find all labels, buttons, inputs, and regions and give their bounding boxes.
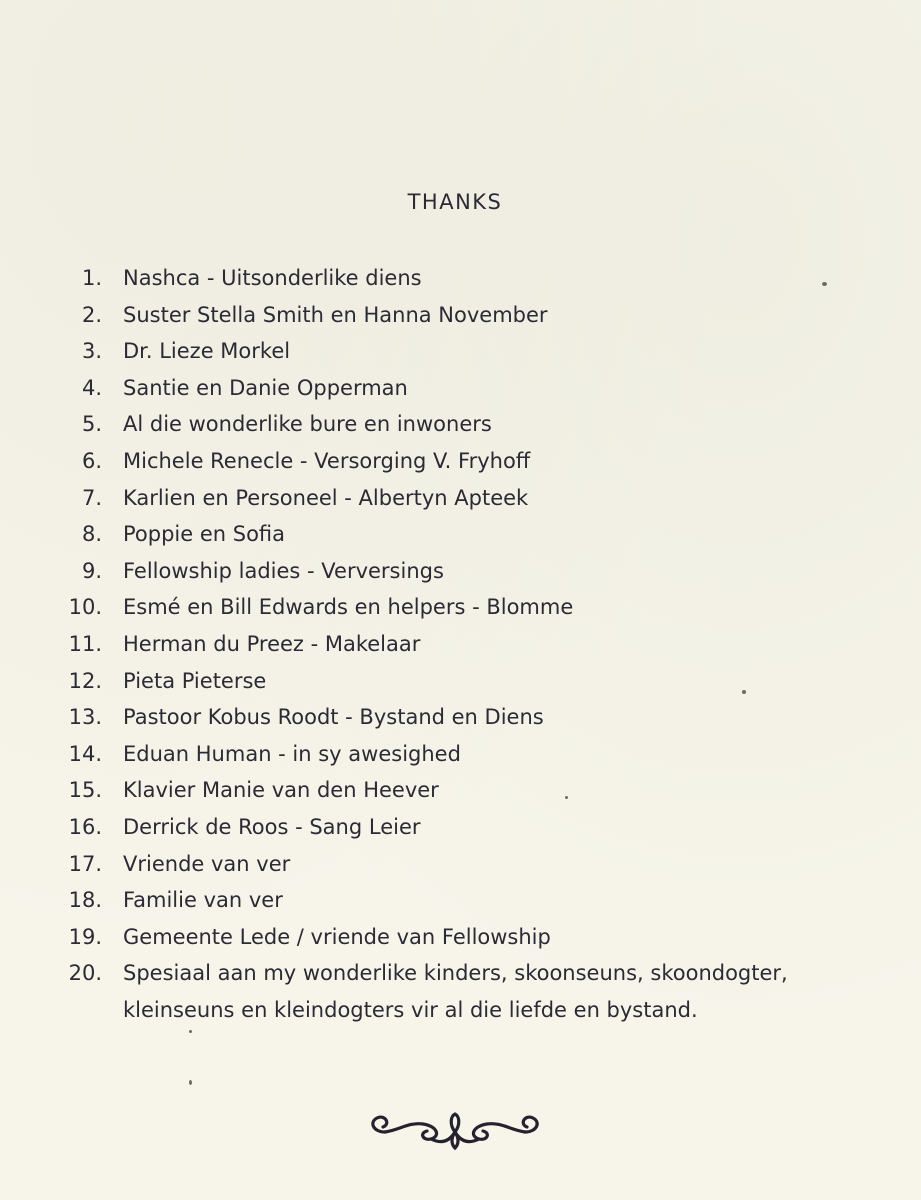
list-item [40, 333, 890, 370]
item-text: Poppie en Sofia [123, 522, 286, 547]
list-item [40, 699, 890, 736]
item-text: Herman du Preez - Makelaar [123, 631, 421, 656]
item-number: 4. [81, 375, 102, 400]
item-number: 12. [68, 668, 102, 693]
item-number: 6. [81, 448, 102, 473]
list-item [40, 406, 890, 443]
list-item [40, 772, 890, 809]
item-text: Klavier Manie van den Heever [123, 778, 439, 803]
item-number: 14. [68, 741, 102, 766]
item-text: Santie en Danie Opperman [123, 375, 408, 400]
item-text: Gemeente Lede / vriende van Fellowship [123, 924, 551, 949]
item-text: Fellowship ladies - Verversings [123, 558, 444, 583]
list-item [40, 443, 890, 480]
list-item [40, 553, 890, 590]
item-text: Michele Renecle - Versorging V. Fryhoff [123, 448, 531, 473]
list-item [40, 626, 890, 663]
paper-speck [189, 1030, 192, 1033]
item-text: Dr. Lieze Morkel [123, 339, 291, 364]
list-item [40, 589, 890, 626]
item-number: 20. [68, 961, 102, 986]
item-text: Nashca - Uitsonderlike diens [123, 266, 422, 290]
list-item [40, 846, 890, 883]
item-number: 10. [68, 595, 102, 620]
item-number: 5. [81, 412, 102, 437]
list-item [40, 297, 890, 334]
item-number: 8. [81, 522, 102, 547]
item-text: Vriende van ver [123, 851, 291, 876]
item-number: 11. [68, 631, 102, 656]
item-number: 2. [81, 302, 102, 327]
list-item [40, 480, 890, 517]
item-number: 17. [68, 851, 102, 876]
item-number: 7. [81, 485, 102, 510]
paper-speck [822, 282, 827, 286]
list-item [40, 736, 890, 773]
thanks-list [40, 260, 890, 1028]
item-text: Suster Stella Smith en Hanna November [123, 302, 548, 327]
item-text: Pastoor Kobus Roodt - Bystand en Diens [123, 705, 544, 730]
item-text: Familie van ver [123, 888, 283, 913]
item-number: 13. [68, 705, 102, 730]
scroll-flourish-icon [363, 1108, 547, 1154]
list-item [40, 260, 890, 297]
page-title: THANKS [407, 190, 503, 214]
list-item [40, 882, 890, 919]
item-number: 18. [68, 888, 102, 913]
item-number: 19. [68, 924, 102, 949]
paper-speck [565, 796, 568, 799]
item-text: Esmé en Bill Edwards en helpers - Blomme [123, 595, 574, 620]
item-text: Karlien en Personeel - Albertyn Apteek [123, 485, 529, 510]
paper-speck [189, 1080, 192, 1085]
item-number: 16. [68, 814, 102, 839]
list-item [40, 663, 890, 700]
item-text: Al die wonderlike bure en inwoners [123, 412, 492, 437]
list-item [40, 370, 890, 407]
item-text: Eduan Human - in sy awesighed [123, 741, 461, 766]
item-number: 9. [81, 558, 102, 583]
item-text: Derrick de Roos - Sang Leier [123, 814, 421, 839]
item-text: Pieta Pieterse [123, 668, 267, 693]
list-item [40, 516, 890, 553]
list-item [40, 919, 890, 956]
item-number: 3. [81, 339, 102, 364]
item-number: 15. [68, 778, 102, 803]
list-item [40, 809, 890, 846]
list-item [40, 955, 890, 1028]
item-text: Spesiaal aan my wonderlike kinders, skoonseuns, skoondogter, kleinseuns en kleindogters vir al die liefde en bystand. [123, 961, 788, 1022]
paper-speck [742, 690, 746, 694]
item-number: 1. [81, 266, 102, 290]
